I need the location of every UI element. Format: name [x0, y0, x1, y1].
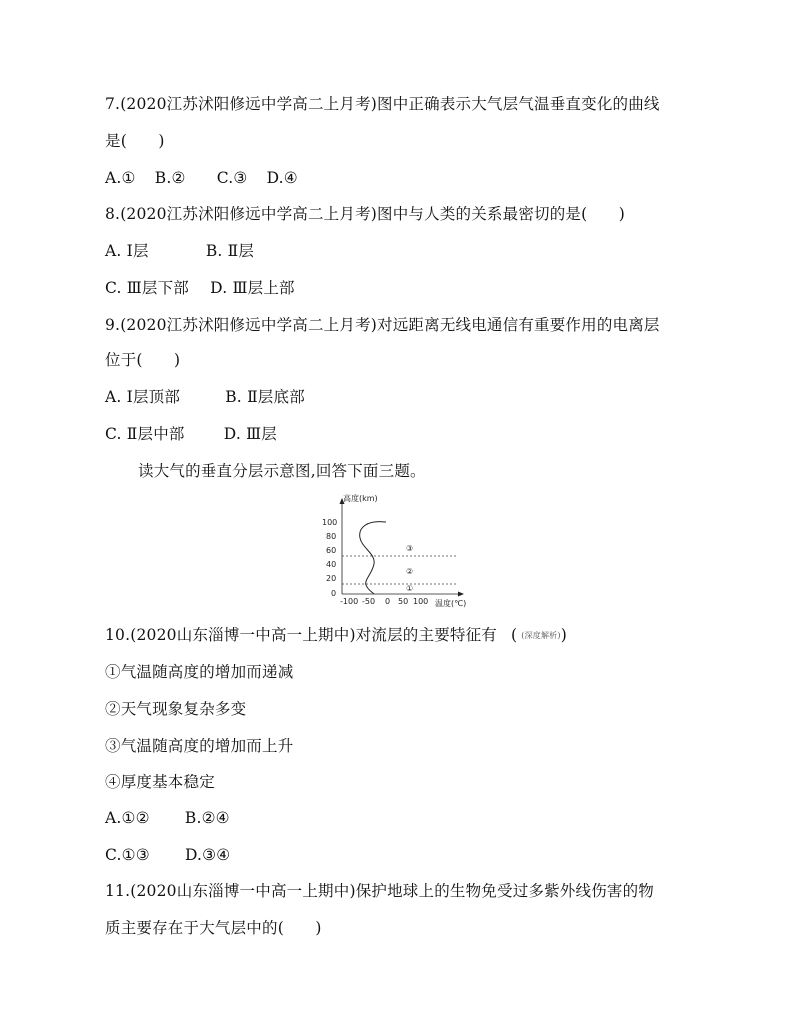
layer-label-2: ②: [406, 567, 414, 576]
x-axis-label: 温度(℃): [435, 599, 467, 608]
q8-options-row2: [105, 278, 295, 298]
q8-stem: 8.(2020江苏沭阳修远中学高二上月考)图中与人类的关系最密切的是( ): [105, 205, 626, 223]
layer-label-3: ③: [406, 544, 414, 553]
q9-option-a[interactable]: A. Ⅰ层顶部: [105, 388, 181, 406]
atmosphere-layers-svg: [320, 490, 480, 612]
x-tick-neg50: -50: [362, 597, 376, 606]
q9-options-row2: [105, 424, 277, 444]
q10-option-b[interactable]: B.②④: [184, 809, 230, 827]
q8-option-a[interactable]: A. Ⅰ层: [105, 242, 149, 260]
q11-stem-line1: 11.(2020山东淄博一中高一上期中)保护地球上的生物免受过多紫外线伤害的物: [105, 882, 654, 900]
q10-option-c[interactable]: C.①③: [105, 846, 150, 864]
y-tick-60: 60: [326, 546, 337, 555]
q10-statement-2: ②天气现象复杂多变: [105, 700, 247, 718]
y-tick-80: 80: [326, 532, 337, 541]
y-tick-40: 40: [326, 560, 337, 569]
q8-option-b[interactable]: B. Ⅱ层: [205, 242, 255, 260]
atmosphere-layers-figure: [320, 490, 480, 612]
q7-option-d[interactable]: D.④: [266, 169, 298, 187]
q10-stem: 10.(2020山东淄博一中高一上期中)对流层的主要特征有 ( (深度解析)): [105, 626, 567, 644]
q10-options-row2: [105, 845, 230, 865]
q7-option-c[interactable]: C.③: [216, 169, 248, 187]
y-axis-label: 高度(km): [343, 494, 378, 503]
q10-analysis-tag: (深度解析): [521, 631, 561, 640]
q7-option-b[interactable]: B.②: [154, 169, 186, 187]
q9-option-d[interactable]: D. Ⅲ层: [223, 425, 277, 443]
x-tick-0: 0: [385, 597, 391, 606]
temperature-curve: [360, 522, 386, 594]
q9-options-row1: [105, 387, 305, 407]
y-tick-100: 100: [322, 518, 338, 527]
x-tick-50: 50: [398, 597, 409, 606]
q10-statement-3: ③气温随高度的增加而上升: [105, 737, 294, 755]
q10-statement-4: ④厚度基本稳定: [105, 773, 215, 791]
x-tick-neg100: -100: [340, 597, 359, 606]
q10-statement-1: ①气温随高度的增加而递减: [105, 663, 294, 681]
q7-options: [105, 168, 298, 188]
y-tick-20: 20: [326, 574, 337, 583]
q10-stem-text: 10.(2020山东淄博一中高一上期中)对流层的主要特征有: [105, 626, 497, 644]
q7-stem-line2: 是( ): [105, 132, 165, 150]
q7-stem-line1: 7.(2020江苏沭阳修远中学高二上月考)图中正确表示大气层气温垂直变化的曲线: [105, 95, 660, 113]
q9-option-c[interactable]: C. Ⅱ层中部: [105, 425, 185, 443]
q9-option-b[interactable]: B. Ⅱ层底部: [225, 388, 305, 406]
x-axis-arrow: [458, 592, 464, 597]
q10-option-d[interactable]: D.③④: [184, 846, 231, 864]
q7-option-a[interactable]: A.①: [105, 169, 136, 187]
q11-stem-line2: 质主要存在于大气层中的( ): [105, 919, 322, 937]
q10-option-a[interactable]: A.①②: [105, 809, 150, 827]
q9-stem-line2: 位于( ): [105, 351, 181, 369]
q8-options-row1: [105, 241, 254, 261]
y-tick-0: 0: [331, 589, 337, 598]
q10-options-row1: [105, 808, 230, 828]
q9-stem-line1: 9.(2020江苏沭阳修远中学高二上月考)对远距离无线电通信有重要作用的电离层: [105, 316, 660, 334]
figure-intro: 读大气的垂直分层示意图,回答下面三题。: [138, 462, 426, 480]
q8-option-c[interactable]: C. Ⅲ层下部: [105, 279, 190, 297]
q8-option-d[interactable]: D. Ⅲ层上部: [210, 279, 295, 297]
x-tick-100: 100: [413, 597, 429, 606]
layer-label-1: ①: [406, 584, 414, 593]
